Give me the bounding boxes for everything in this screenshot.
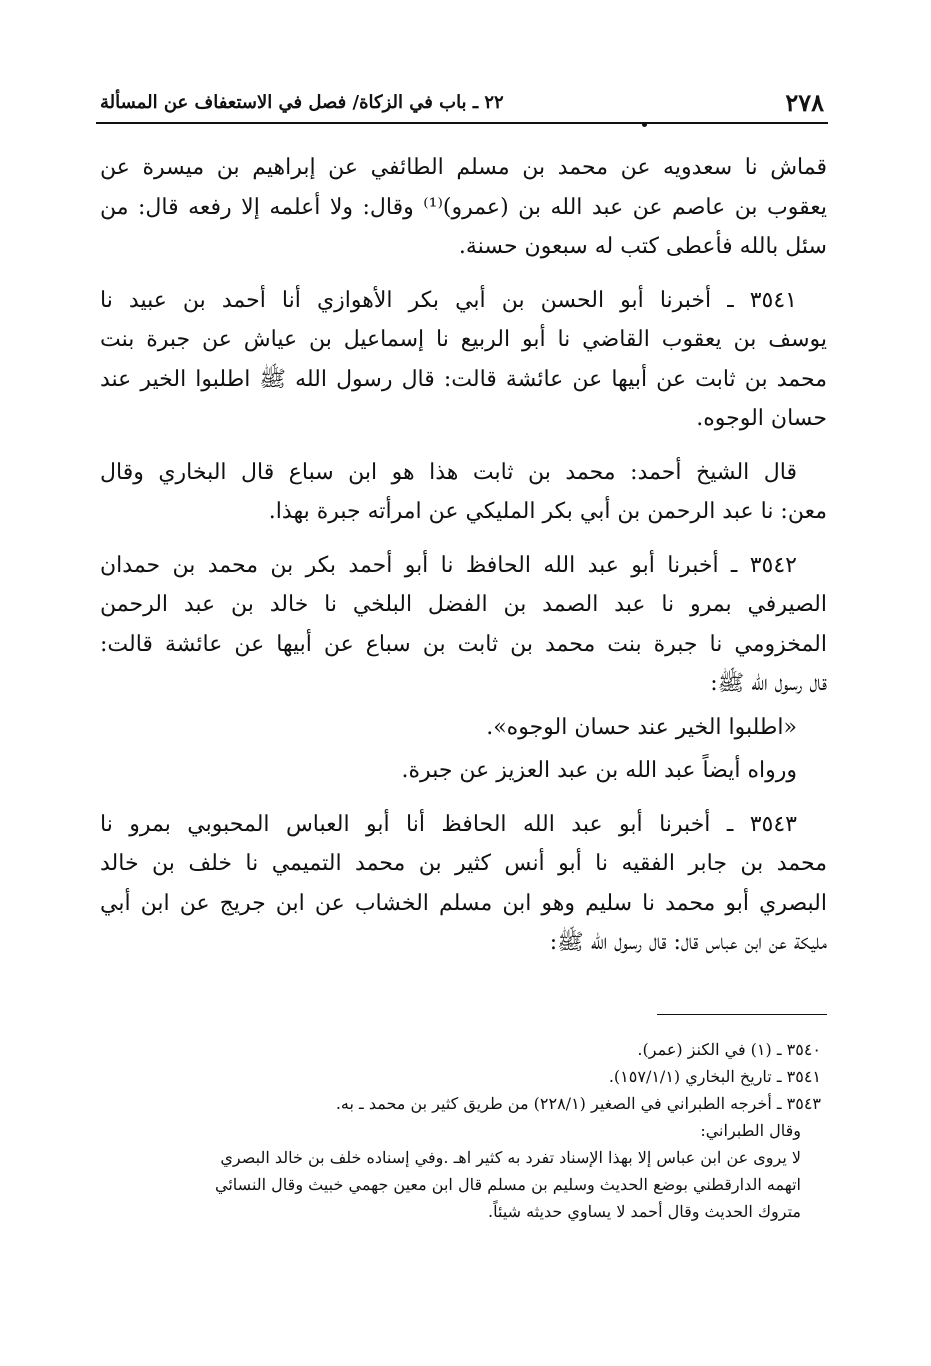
text-line: يعقوب بن عاصم عن عبد الله بن (عمرو)⁽¹⁾ وقال: ولا أعلمه إلا رفعه قال: من	[100, 194, 827, 220]
paragraph-hadith-3543	[100, 805, 827, 963]
narration-note: ورواه أيضاً عبد الله بن عبد العزيز عن جبرة.	[401, 758, 797, 783]
paragraph-sheikh-comment	[100, 453, 827, 532]
text-line: قماش نا سعدويه عن محمد بن مسلم الطائفي عن إبراهيم بن ميسرة عن	[100, 155, 827, 180]
paragraph-hadith-3541	[100, 281, 827, 439]
paragraph-hadith-3542	[100, 546, 827, 704]
footnotes	[121, 1036, 821, 1225]
text-line: قال الشيخ أحمد: محمد بن ثابت هذا هو ابن سباع قال البخاري وقال	[100, 459, 797, 485]
footnote-tabarani-text: اتهمه الدارقطني بوضع الحديث وسليم بن مسلم قال ابن معين جهمي خبيث وقال النسائي	[215, 1175, 801, 1194]
text-line: معن: نا عبد الرحمن بن أبي بكر المليكي عن امرأته جبرة بهذا.	[268, 499, 827, 524]
text-line: يوسف بن يعقوب القاضي نا أبو الربيع نا إسماعيل بن عياش عن جبرة بنت	[100, 327, 827, 352]
footnote-tabarani-label: وقال الطبراني:	[700, 1121, 801, 1140]
text-line: البصري أبو محمد نا سليم وهو ابن مسلم الخشاب عن ابن جريج عن ابن أبي	[100, 890, 827, 916]
footnote-3541: ٣٥٤١ ـ تاريخ البخاري (١٥٧/١/١).	[608, 1067, 821, 1086]
text-line: حسان الوجوه.	[696, 406, 827, 431]
footnote-divider	[657, 1014, 827, 1015]
text-line: ٣٥٤٣ ـ أخبرنا أبو عبد الله الحافظ أنا أبو العباس المحبوبي بمرو نا	[100, 811, 797, 837]
text-line: محمد بن ثابت عن أبيها عن عائشة قالت: قال رسول الله ﷺ اطلبوا الخير عند	[100, 366, 827, 392]
footnote-tabarani-text: لا يروى عن ابن عباس إلا بهذا الإسناد تفرد به كثير اهـ .وفي إسناده خلف بن خالد البصري	[220, 1148, 801, 1167]
text-line: الصيرفي بمرو نا عبد الصمد بن الفضل البلخي نا خالد بن عبد الرحمن	[100, 592, 827, 617]
footnote-3543: ٣٥٤٣ ـ أخرجه الطبراني في الصغير (٢٢٨/١) من طريق كثير بن محمد ـ به.	[335, 1094, 821, 1113]
page-header	[96, 88, 828, 124]
text-line: سئل بالله فأعطى كتب له سبعون حسنة.	[458, 234, 827, 259]
text-line: ٣٥٤٢ ـ أخبرنا أبو عبد الله الحافظ نا أبو أحمد بكر بن محمد بن حمدان	[100, 552, 797, 578]
text-line: محمد بن جابر الفقيه نا أبو أنس كثير بن محمد التميمي نا خلف بن خالد	[100, 851, 827, 876]
running-title: ٢٢ ـ باب في الزكاة/ فصل في الاستعفاف عن المسألة	[96, 92, 504, 113]
text-line: قال رسول الله ﷺ:	[710, 671, 827, 696]
text-line: ٣٥٤١ ـ أخبرنا أبو الحسن بن أبي بكر الأهوازي أنا أحمد بن عبيد نا	[100, 287, 797, 313]
text-line: مليكة عن ابن عباس قال: قال رسول الله ﷺ:	[549, 930, 827, 955]
footnote-3540: ٣٥٤٠ ـ (١) في الكنز (عمر).	[637, 1040, 821, 1059]
paragraph-continuation	[100, 148, 827, 267]
footnote-tabarani-text: متروك الحديث وقال أحمد لا يساوي حديثه شيئاً.	[488, 1202, 801, 1221]
header-dot	[642, 122, 647, 127]
main-text	[100, 148, 827, 977]
text-line: المخزومي نا جبرة بنت محمد بن ثابت بن سباع عن أبيها عن عائشة قالت:	[100, 631, 827, 657]
hadith-quote: «اطلبوا الخير عند حسان الوجوه».	[486, 714, 797, 740]
page-number: ٢٧٨	[785, 88, 824, 117]
